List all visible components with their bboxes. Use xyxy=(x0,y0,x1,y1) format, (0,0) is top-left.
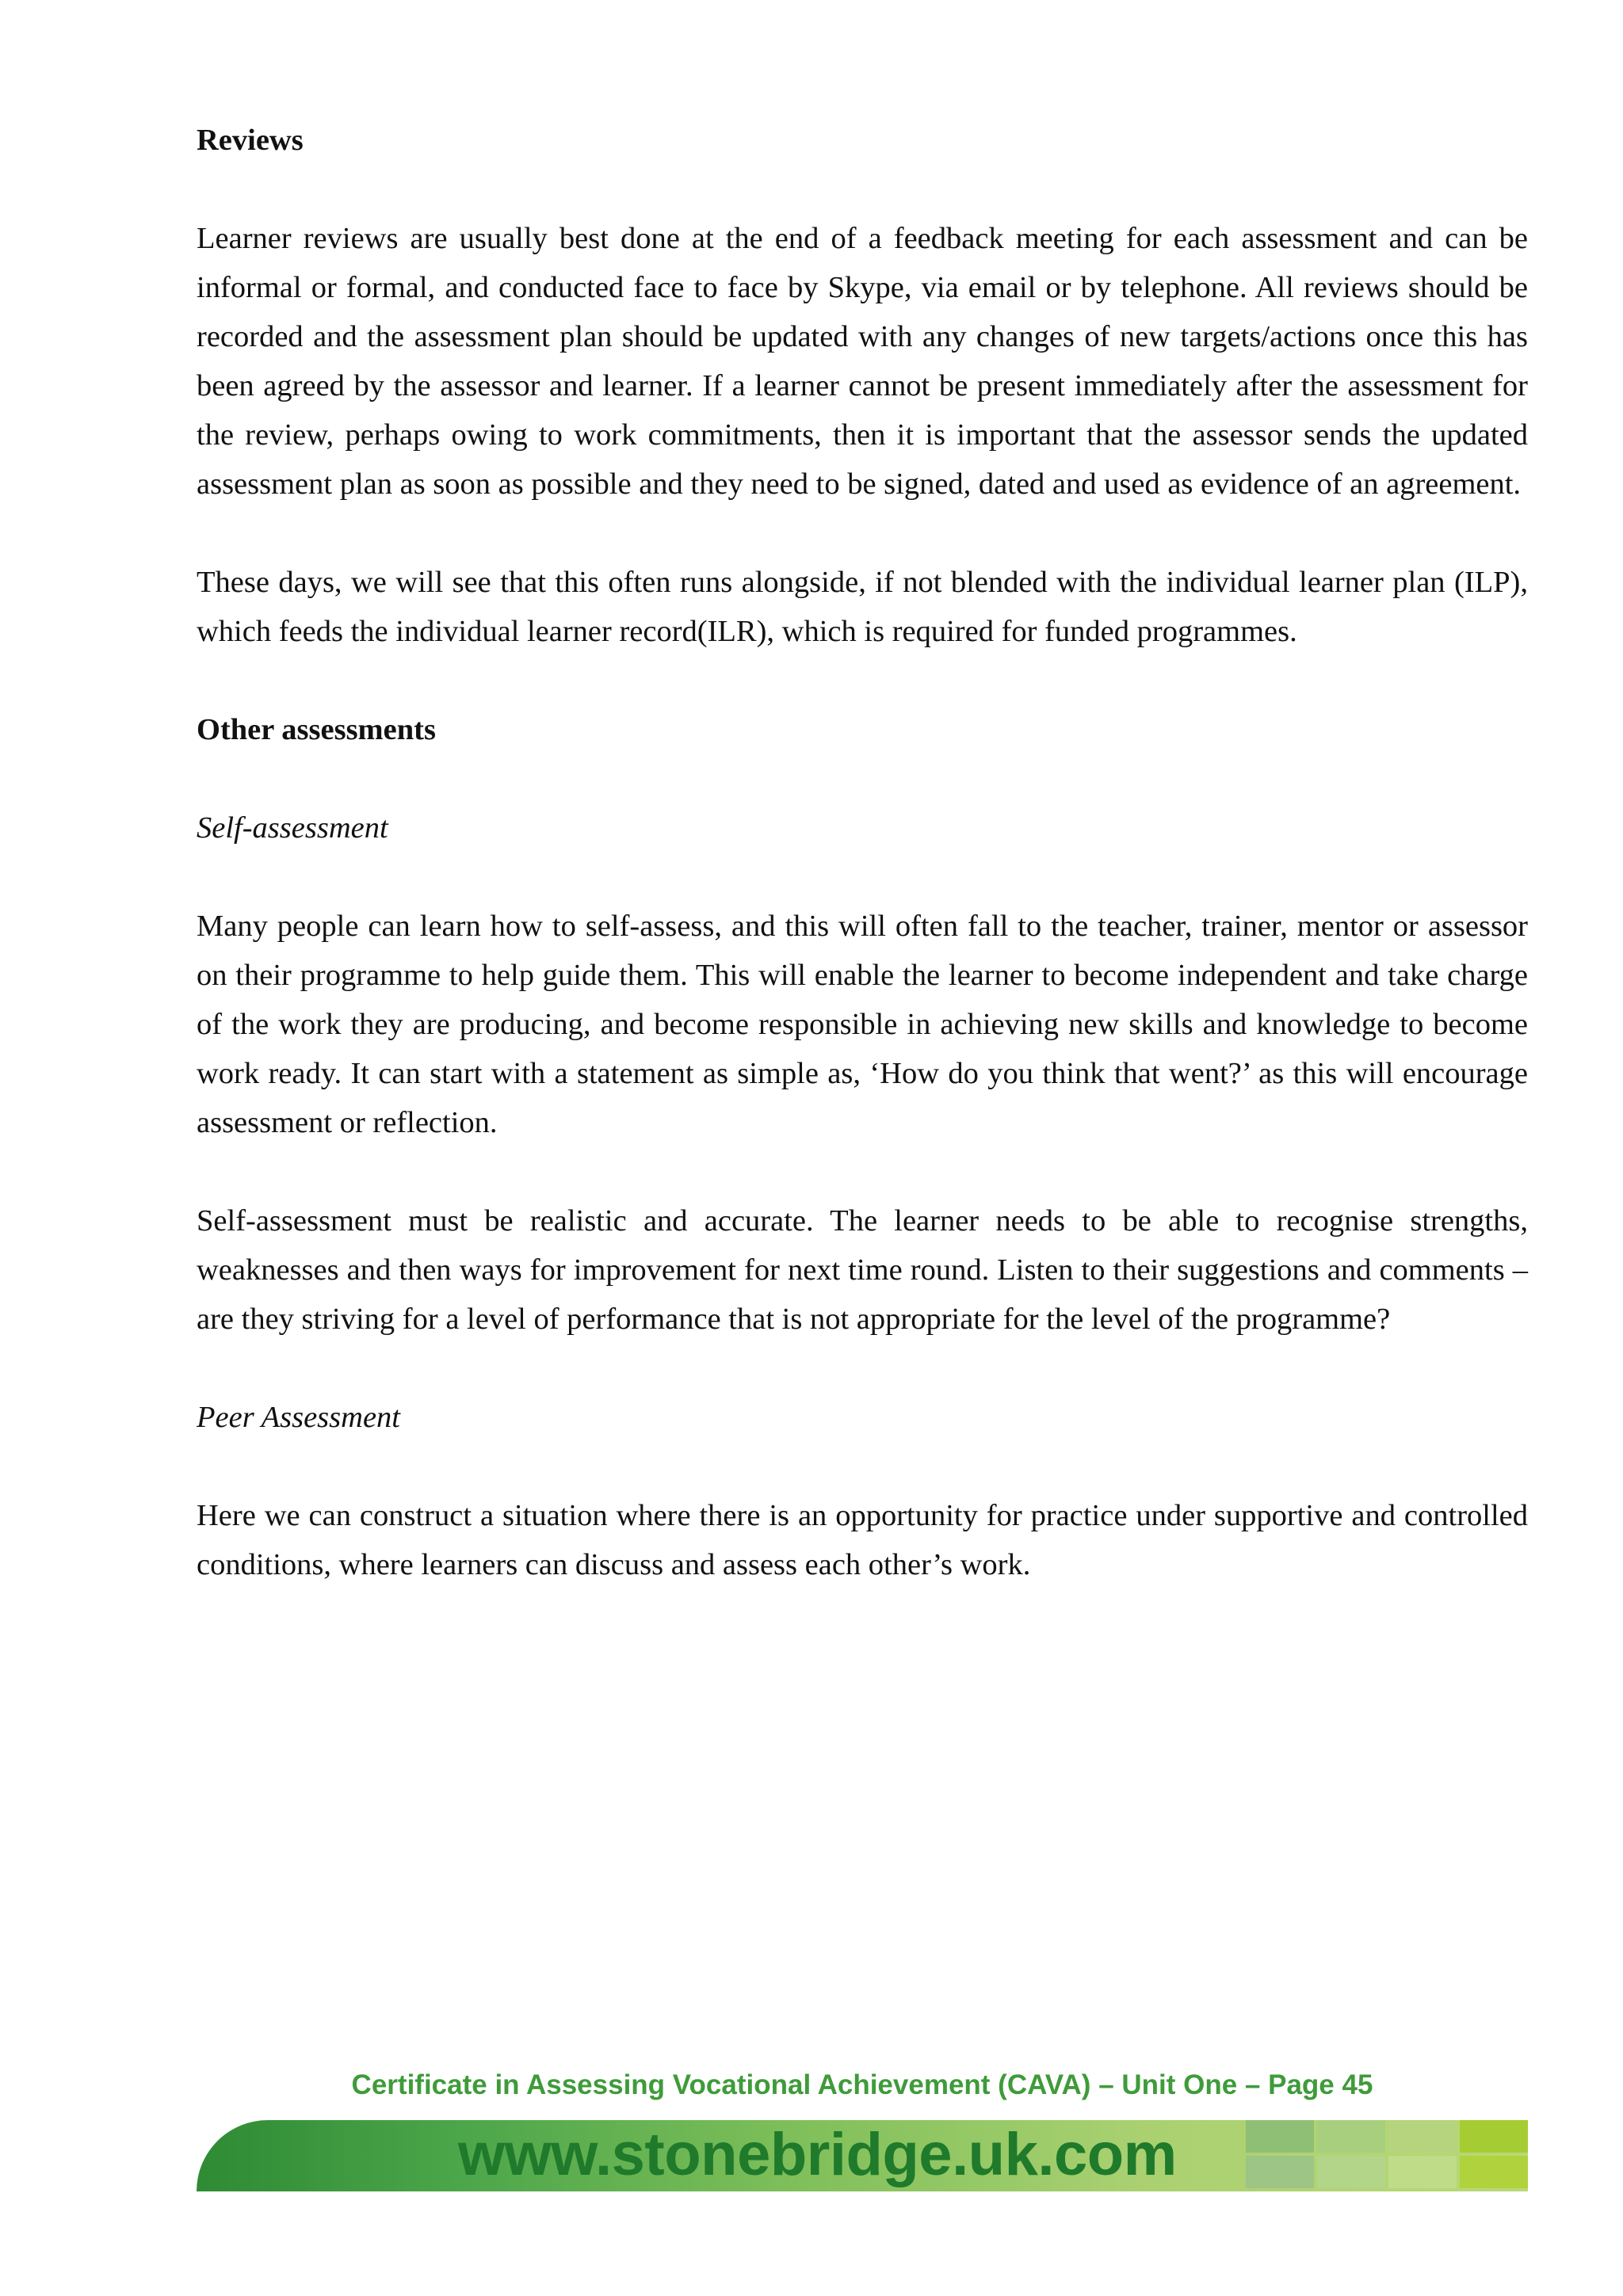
paragraph-reviews: Learner reviews are usually best done at the end of a feedback meeting for each assessment and can be informal or formal, and conducted face to face by Skype, via email or by telephone. All reviews should be recorded and the assessment plan should be updated with any changes of new targets/actions once this has been agreed by the assessor and learner. If a learner cannot be present immediately after the assessment for the review, perhaps owing to work commitments, then it is important that the assessor sends the updated assessment plan as soon as possible and they need to be signed, dated and used as evidence of an agreement. xyxy=(197,222,1528,501)
footer-url: www.stonebridge.uk.com xyxy=(458,2121,1177,2188)
footer-banner xyxy=(197,2120,1528,2191)
banner-grid-logo xyxy=(1246,2120,1528,2191)
paragraph-self-assess-realistic: Self-assessment must be realistic and accurate. The learner needs to be able to recognise strengths, weaknesses and then ways for improvement for next time round. Listen to their suggestions and comments – are they striving for a level of performance that is not appropriate for the level of the programme? xyxy=(197,1204,1528,1336)
grid-cell xyxy=(1460,2156,1528,2188)
paragraph-peer-assessment: Here we can construct a situation where there is an opportunity for practice under supportive and controlled conditions, where learners can discuss and assess each other’s work. xyxy=(197,1499,1528,1581)
grid-cell xyxy=(1460,2120,1528,2153)
subheading-peer-assessment: Peer Assessment xyxy=(197,1401,400,1434)
footer-caption: Certificate in Assessing Vocational Achievement (CAVA) – Unit One – Page 45 xyxy=(351,2069,1373,2100)
section-heading-reviews: Reviews xyxy=(197,124,304,157)
section-heading-other-assessments: Other assessments xyxy=(197,713,436,746)
grid-cell xyxy=(1246,2120,1314,2153)
grid-cell xyxy=(1317,2120,1385,2153)
paragraph-ilp: These days, we will see that this often runs alongside, if not blended with the individual learner plan (ILP), which feeds the individual learner record(ILR), which is required for funded programmes. xyxy=(197,566,1528,648)
grid-cell xyxy=(1388,2156,1457,2188)
grid-cell xyxy=(1317,2156,1385,2188)
grid-cell xyxy=(1388,2120,1457,2153)
paragraph-self-assess-intro: Many people can learn how to self-assess, and this will often fall to the teacher, trainer, mentor or assessor on their programme to help guide them. This will enable the learner to become independent and take charge of the work they are producing, and become responsible in achieving new skills and knowledge to become work ready. It can start with a statement as simple as, ‘How do you think that went?’ as this will encourage assessment or reflection. xyxy=(197,910,1528,1139)
grid-cell xyxy=(1246,2156,1314,2188)
page-body xyxy=(197,116,1528,1589)
subheading-self-assessment: Self-assessment xyxy=(197,811,388,845)
